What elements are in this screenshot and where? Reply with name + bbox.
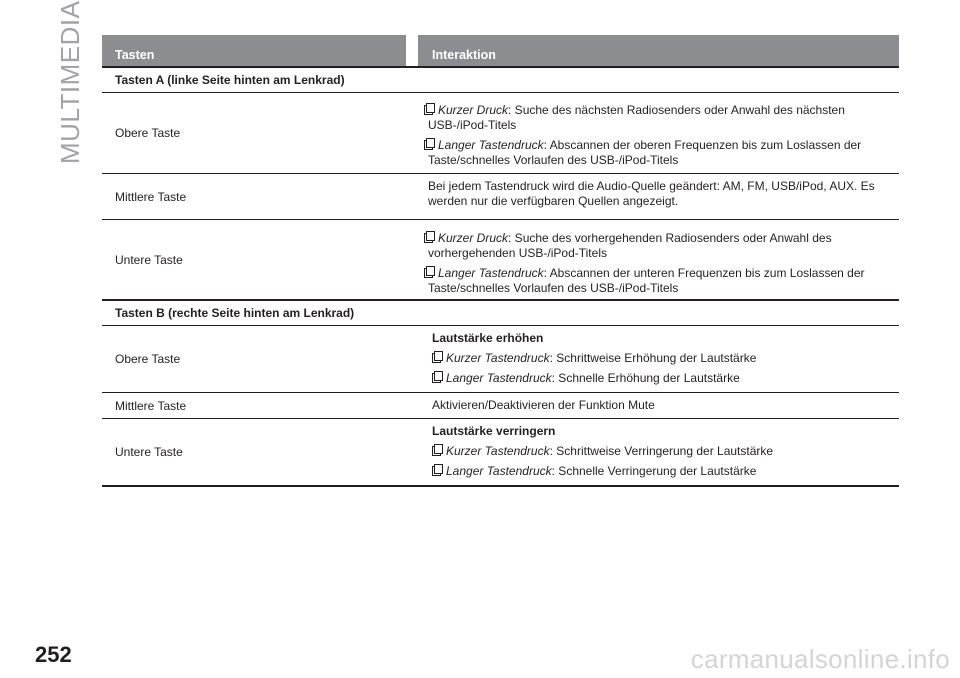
- table-header: [102, 35, 899, 66]
- row-heading: Lautstärke verringern: [432, 424, 556, 438]
- checkbox-bullet-icon: [424, 266, 435, 278]
- page-number: 252: [35, 642, 72, 667]
- item-text: : Schnelle Verringerung der Lautstärke: [551, 464, 757, 478]
- list-item: [428, 138, 895, 168]
- item-text: : Suche des nächsten Radiosenders oder Anwahl des nächsten USB-/iPod-Titels: [428, 103, 845, 132]
- header-tasten: Tasten: [102, 35, 406, 66]
- item-label: Langer Tastendruck: [438, 266, 544, 280]
- row-key: Untere Taste: [115, 445, 183, 459]
- item-label: Langer Tastendruck: [438, 138, 544, 152]
- table-row: [102, 220, 899, 300]
- item-text: : Abscannen der unteren Frequenzen bis zum Loslassen der Taste/schnelles Vorlaufen des USB-/iPod-Titels: [428, 266, 865, 295]
- table-row: [102, 393, 899, 419]
- list-item: [428, 351, 895, 366]
- list-item: [428, 266, 895, 296]
- section-b-title: Tasten B (rechte Seite hinten am Lenkrad): [102, 300, 899, 326]
- checkbox-bullet-icon: [432, 351, 443, 363]
- header-interaktion: Interaktion: [418, 35, 899, 66]
- list-item: [428, 464, 895, 479]
- item-text: : Schnelle Erhöhung der Lautstärke: [551, 371, 740, 385]
- row-key: Obere Taste: [115, 126, 181, 140]
- checkbox-bullet-icon: [424, 103, 435, 115]
- item-text: : Suche des vorhergehenden Radiosenders oder Anwahl des vorhergehenden USB-/iPod-Titels: [428, 231, 832, 260]
- table-row: [102, 93, 899, 174]
- row-key: Untere Taste: [115, 252, 183, 267]
- item-text: : Abscannen der oberen Frequenzen bis zum Loslassen der Taste/schnelles Vorlaufen des USB-/iPod-Titels: [428, 138, 862, 167]
- controls-table: [102, 35, 899, 487]
- row-key: Mittlere Taste: [115, 398, 187, 413]
- row-value: [428, 419, 899, 485]
- chapter-side-title: MULTIMEDIA: [55, 0, 85, 164]
- table-row: [102, 326, 899, 393]
- row-heading: Lautstärke erhöhen: [432, 331, 544, 345]
- table-row: [102, 419, 899, 487]
- list-item: [428, 371, 895, 386]
- row-value: [428, 174, 899, 219]
- watermark: carmanualsonline.info: [690, 644, 950, 674]
- row-value: [428, 326, 899, 392]
- item-label: Kurzer Tastendruck: [446, 351, 550, 365]
- section-a-title: Tasten A (linke Seite hinten am Lenkrad): [102, 66, 899, 93]
- item-text: Bei jedem Tastendruck wird die Audio-Quelle geändert: AM, FM, USB/iPod, AUX. Es werden nur die verfügbaren Quellen angezeigt.: [428, 179, 875, 208]
- row-key: Obere Taste: [115, 352, 181, 366]
- row-value: [428, 220, 899, 299]
- table-row: [102, 174, 899, 220]
- item-label: Langer Tastendruck: [446, 371, 552, 385]
- checkbox-bullet-icon: [432, 444, 443, 456]
- checkbox-bullet-icon: [424, 231, 435, 243]
- checkbox-bullet-icon: [424, 138, 435, 150]
- item-label: Kurzer Tastendruck: [446, 444, 550, 458]
- list-item: [428, 103, 895, 133]
- item-label: Langer Tastendruck: [446, 464, 552, 478]
- item-label: Kurzer Druck: [438, 231, 509, 245]
- item-text: Aktivieren/Deaktivieren der Funktion Mute: [432, 398, 655, 412]
- row-value: [428, 93, 899, 173]
- checkbox-bullet-icon: [432, 371, 443, 383]
- list-item: [428, 231, 895, 261]
- list-item: [428, 444, 895, 459]
- item-label: Kurzer Druck: [438, 103, 509, 117]
- row-key: Mittlere Taste: [115, 189, 187, 204]
- item-text: : Schrittweise Erhöhung der Lautstärke: [549, 351, 757, 365]
- item-text: : Schrittweise Verringerung der Lautstärke: [549, 444, 774, 458]
- checkbox-bullet-icon: [432, 464, 443, 476]
- row-value: [428, 393, 899, 418]
